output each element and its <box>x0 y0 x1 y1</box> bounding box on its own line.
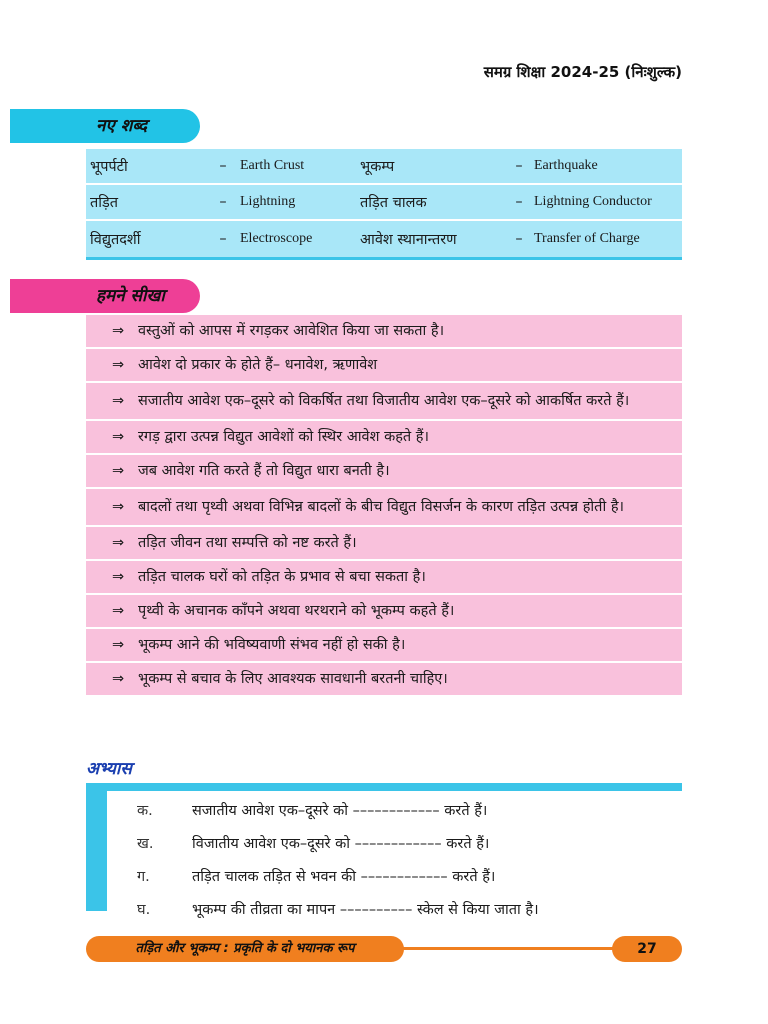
exercise-label: घ. <box>137 901 151 918</box>
dash: – <box>515 231 523 247</box>
word-english: Lightning Conductor <box>534 194 652 209</box>
we-learned-heading: हमने सीखा <box>10 279 200 313</box>
exercise-heading: अभ्यास <box>86 759 132 779</box>
list-item-text: सजातीय आवेश एक–दूसरे को विकर्षित तथा विजातीय आवेश एक–दूसरे को आकर्षित करते हैं। <box>138 393 630 409</box>
word-hindi: भूपर्पटी <box>90 159 128 175</box>
word-english: Earthquake <box>534 158 598 173</box>
list-item-text: वस्तुओं को आपस में रगड़कर आवेशित किया जा सकता है। <box>138 323 445 339</box>
list-item-text: पृथ्वी के अचानक काँपने अथवा थरथराने को भूकम्प कहते हैं। <box>138 603 455 619</box>
exercise-item <box>107 826 682 859</box>
word-hindi: विद्युतदर्शी <box>90 232 141 248</box>
exercise-item <box>107 892 682 925</box>
arrow-icon: ⇒ <box>112 323 125 339</box>
arrow-icon: ⇒ <box>112 463 125 479</box>
page-number: 27 <box>612 936 682 962</box>
chapter-title: तड़ित और भूकम्प : प्रकृति के दो भयानक रूप <box>86 936 404 962</box>
word-hindi: तड़ित <box>90 195 119 211</box>
list-item-text: तड़ित चालक घरों को तड़ित के प्रभाव से बचा सकता है। <box>138 569 426 585</box>
list-item-text: आवेश दो प्रकार के होते हैं– धनावेश, ऋणावेश <box>138 357 378 373</box>
exercise-item <box>107 859 682 892</box>
list-item-text: जब आवेश गति करते हैं तो विद्युत धारा बनती है। <box>138 463 390 479</box>
we-learned-list <box>86 315 682 695</box>
list-item <box>86 489 682 527</box>
exercise-list <box>107 793 682 925</box>
arrow-icon: ⇒ <box>112 499 125 515</box>
word-hindi: भूकम्प <box>360 159 395 175</box>
exercise-item <box>107 793 682 826</box>
dash: – <box>515 194 523 210</box>
dash: – <box>219 194 227 210</box>
exercise-text: भूकम्प की तीव्रता का मापन –––––––––– स्केल से किया जाता है। <box>192 901 539 918</box>
list-item <box>86 561 682 595</box>
list-item-text: तड़ित जीवन तथा सम्पत्ति को नष्ट करते हैं। <box>138 535 357 551</box>
list-item <box>86 527 682 561</box>
arrow-icon: ⇒ <box>112 429 125 445</box>
footer-divider <box>390 947 630 950</box>
arrow-icon: ⇒ <box>112 393 125 409</box>
page-header: समग्र शिक्षा 2024-25 (निःशुल्क) <box>483 63 682 81</box>
exercise-text: विजातीय आवेश एक–दूसरे को –––––––––––– करते हैं। <box>192 835 490 852</box>
arrow-icon: ⇒ <box>112 357 125 373</box>
list-item <box>86 315 682 349</box>
word-hindi: तड़ित चालक <box>360 195 427 211</box>
list-item-text: रगड़ द्वारा उत्पन्न विद्युत आवेशों को स्थिर आवेश कहते हैं। <box>138 429 429 445</box>
list-item <box>86 663 682 695</box>
word-english: Earth Crust <box>240 158 305 173</box>
words-row <box>86 185 682 221</box>
list-item-text: भूकम्प आने की भविष्यवाणी संभव नहीं हो सकी है। <box>138 637 406 653</box>
list-item <box>86 455 682 489</box>
exercise-text: सजातीय आवेश एक–दूसरे को –––––––––––– करते हैं। <box>192 802 488 819</box>
exercise-top-bar <box>86 783 682 791</box>
dash: – <box>515 158 523 174</box>
dash: – <box>219 158 227 174</box>
exercise-text: तड़ित चालक तड़ित से भवन की –––––––––––– करते हैं। <box>192 868 496 885</box>
list-item <box>86 383 682 421</box>
exercise-label: ख. <box>137 835 154 852</box>
list-item-text: भूकम्प से बचाव के लिए आवश्यक सावधानी बरतनी चाहिए। <box>138 671 448 687</box>
words-row <box>86 221 682 257</box>
list-item <box>86 349 682 383</box>
word-english: Transfer of Charge <box>534 231 640 246</box>
exercise-label: ग. <box>137 868 150 885</box>
arrow-icon: ⇒ <box>112 637 125 653</box>
list-item <box>86 421 682 455</box>
new-words-table <box>86 149 682 260</box>
list-item <box>86 595 682 629</box>
word-hindi: आवेश स्थानान्तरण <box>360 232 457 248</box>
words-row <box>86 149 682 185</box>
arrow-icon: ⇒ <box>112 671 125 687</box>
arrow-icon: ⇒ <box>112 603 125 619</box>
new-words-heading: नए शब्द <box>10 109 200 143</box>
exercise-label: क. <box>137 802 153 819</box>
arrow-icon: ⇒ <box>112 535 125 551</box>
list-item <box>86 629 682 663</box>
word-english: Electroscope <box>240 231 313 246</box>
exercise-side-bar <box>86 783 107 911</box>
arrow-icon: ⇒ <box>112 569 125 585</box>
word-english: Lightning <box>240 194 296 209</box>
dash: – <box>219 231 227 247</box>
list-item-text: बादलों तथा पृथ्वी अथवा विभिन्न बादलों के बीच विद्युत विसर्जन के कारण तड़ित उत्पन्न होती है। <box>138 499 625 515</box>
